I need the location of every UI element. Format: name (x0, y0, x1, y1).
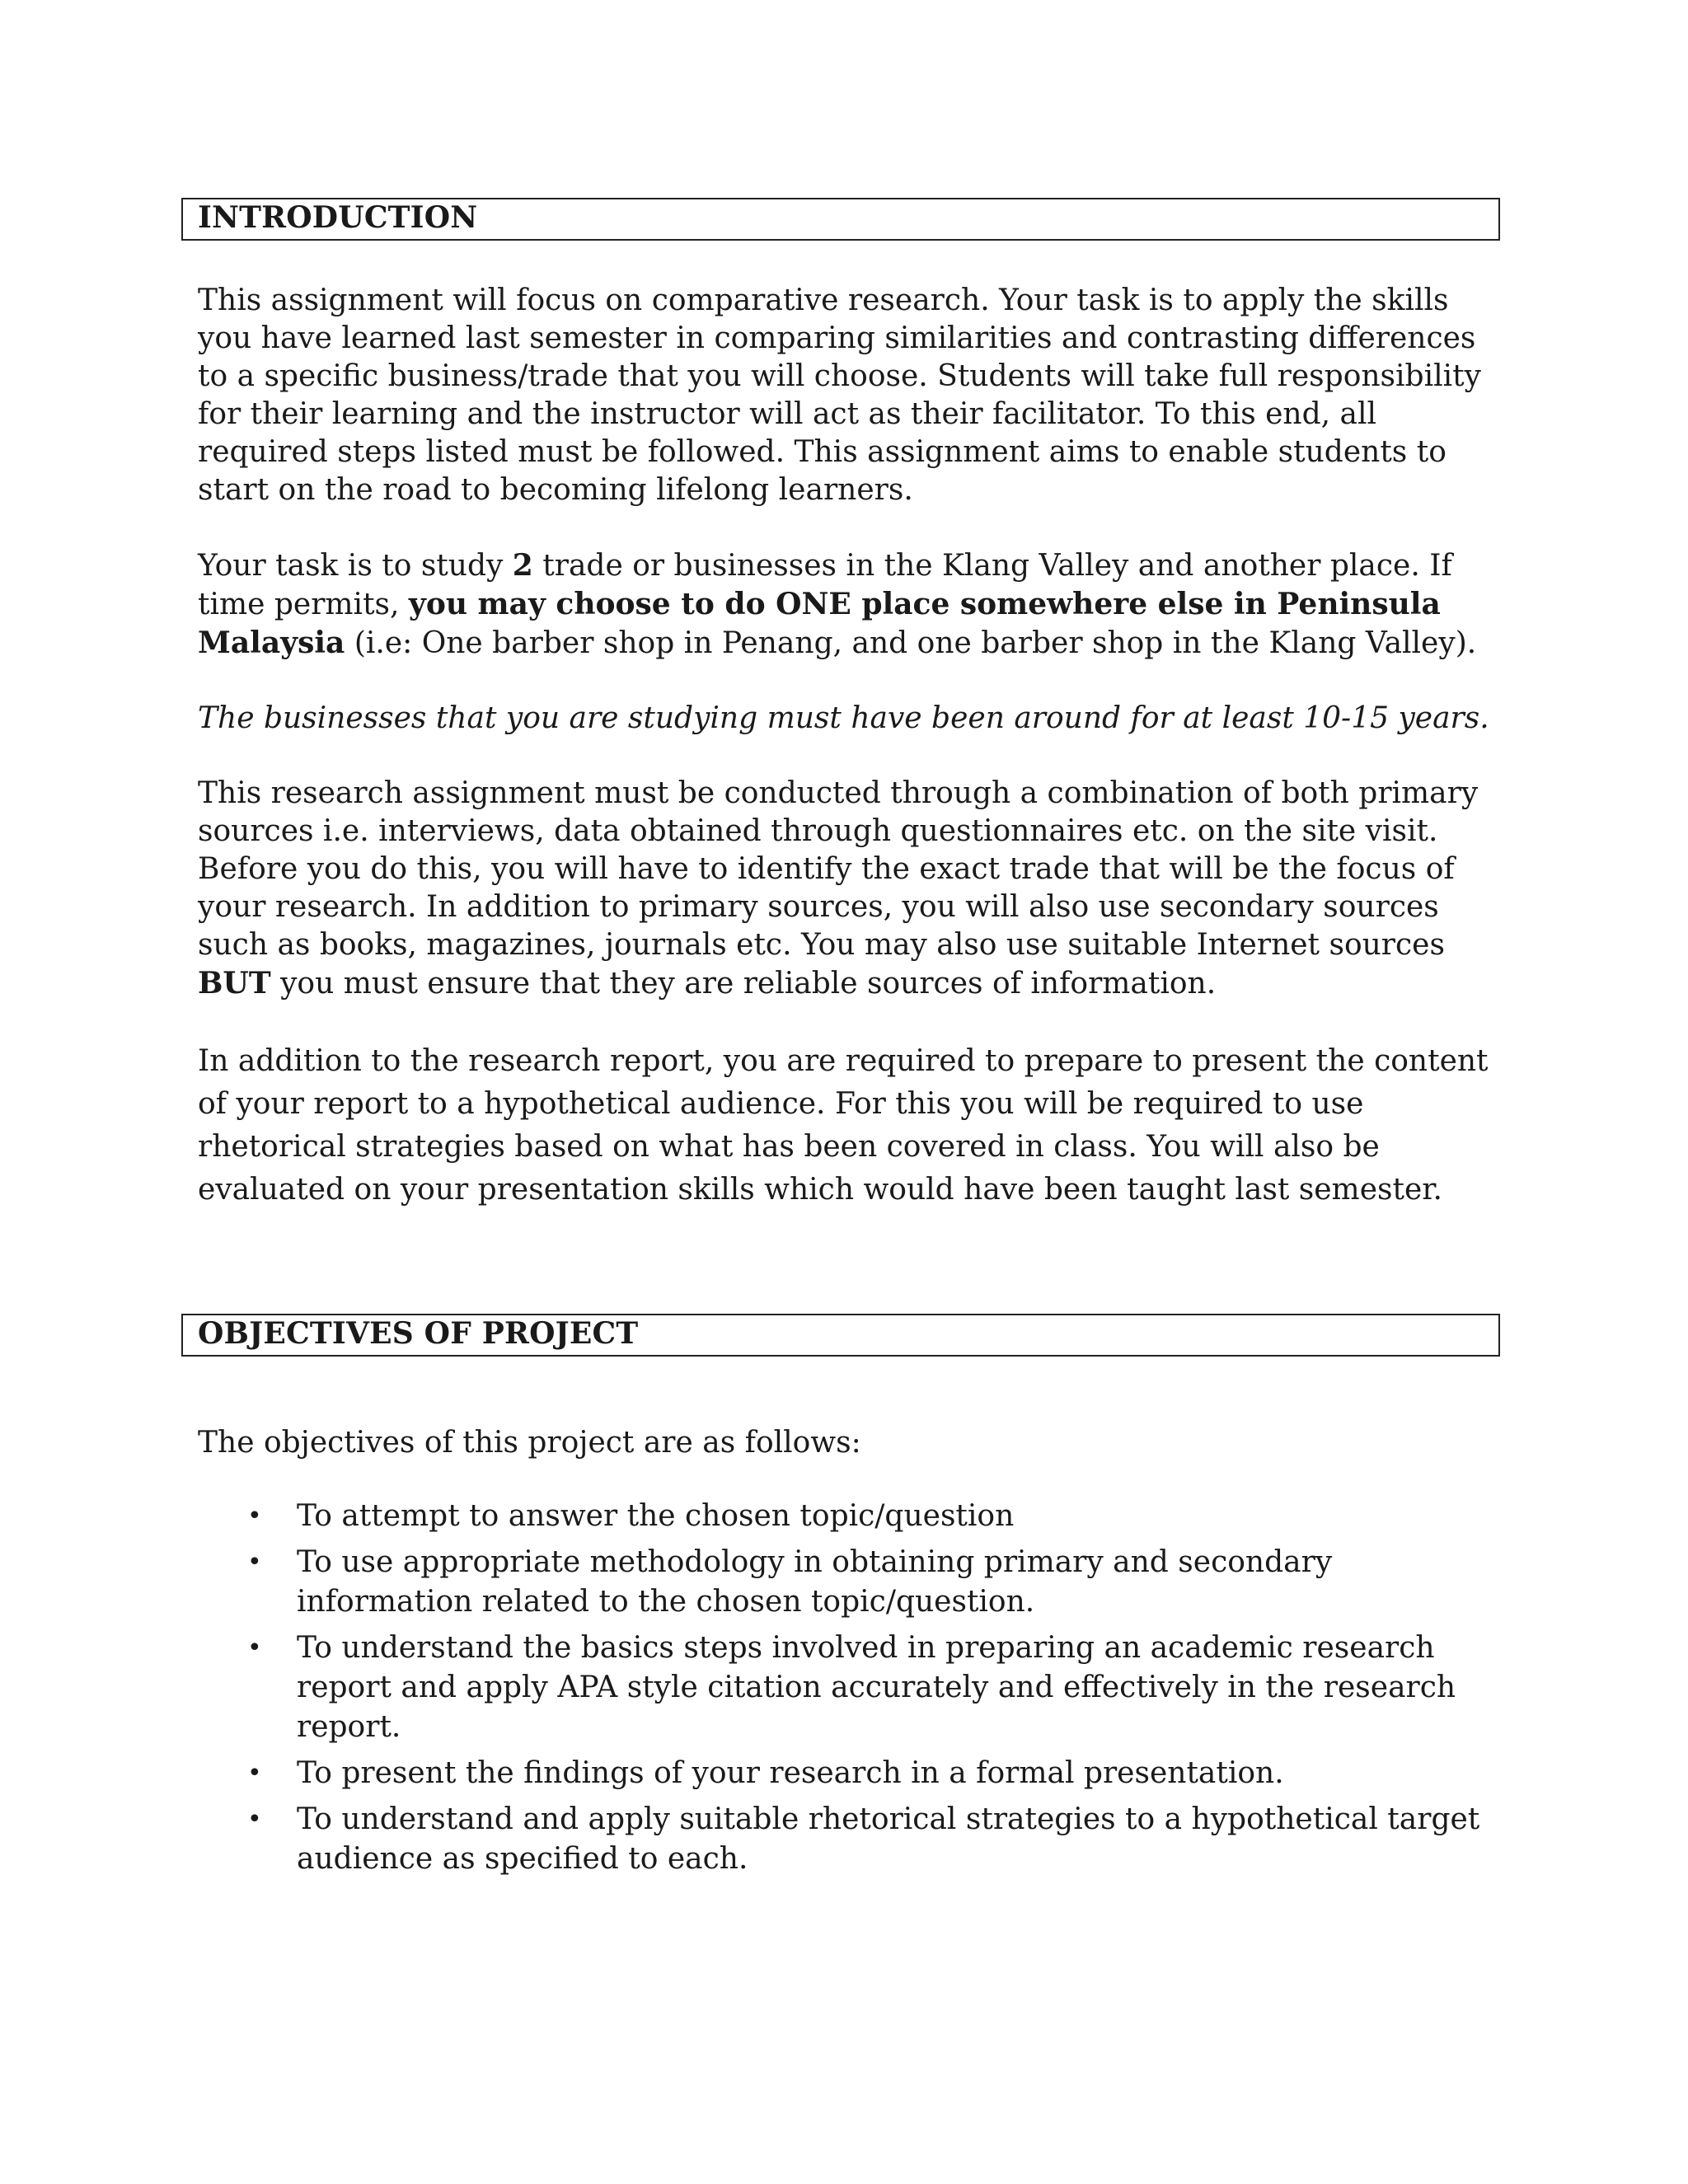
bullet-icon: • (247, 1633, 262, 1662)
bullet-icon: • (247, 1759, 262, 1788)
p4-bold-1: BUT (198, 966, 271, 1001)
objectives-body (181, 1424, 1500, 1879)
p4-text-1: This research assignment must be conducted through a combination of both primary sources i.e. interviews, data obtained through questionnaires etc. on the site visit. Before you do this, you will have to identify the exact trade that will be the focus of your research. In addition to primary sources, you will also use secondary sources such as books, magazines, journals etc. You may also use suitable Internet sources (198, 776, 1479, 962)
intro-paragraph-3: The businesses that you are studying must have been around for at least 10-15 years. (198, 701, 1489, 735)
objective-text: To present the findings of your research in a formal presentation. (297, 1756, 1284, 1790)
bullet-icon: • (247, 1502, 262, 1530)
objective-text: To understand and apply suitable rhetorical strategies to a hypothetical target audience as specified to each. (297, 1802, 1480, 1876)
objective-text: To attempt to answer the chosen topic/question (297, 1499, 1015, 1533)
bullet-icon: • (247, 1548, 262, 1577)
objectives-list (198, 1497, 1492, 1879)
objective-text: To understand the basics steps involved in preparing an academic research report and apply APA style citation accurately and effectively in the research report. (297, 1631, 1456, 1744)
intro-paragraph-2 (198, 546, 1492, 663)
introduction-body (181, 282, 1500, 1212)
objective-item (247, 1629, 1492, 1747)
intro-paragraph-4 (198, 775, 1492, 1003)
p2-bold-1: 2 (512, 548, 533, 583)
p2-text-2: trade or businesses in the Klang Valley and another place. If time permits, (198, 549, 1452, 621)
objective-item (247, 1800, 1492, 1879)
objective-item (247, 1497, 1492, 1536)
objective-text: To use appropriate methodology in obtaining primary and secondary information related to the chosen topic/question. (297, 1545, 1333, 1619)
intro-paragraph-5: In addition to the research report, you are required to prepare to present the content of your report to a hypothetical audience. For this you will be required to use rhetorical strategies based on what has been covered in class. You will also be evaluated on your presentation skills which would have been taught last semester. (198, 1044, 1489, 1207)
objective-item (247, 1543, 1492, 1622)
p4-text-2: you must ensure that they are reliable sources of information. (270, 967, 1217, 1001)
p2-text-3: (i.e: One barber shop in Penang, and one barber shop in the Klang Valley). (345, 626, 1477, 660)
document-page (181, 198, 1500, 1886)
objective-item (247, 1754, 1492, 1793)
p2-text-1: Your task is to study (198, 549, 513, 583)
p2-bold-2: you may choose to do ONE place somewhere else in Peninsula Malaysia (198, 587, 1441, 660)
bullet-icon: • (247, 1805, 262, 1834)
objectives-lead: The objectives of this project are as follows: (198, 1426, 861, 1460)
objectives-heading: OBJECTIVES OF PROJECT (181, 1314, 1500, 1357)
intro-paragraph-1: This assignment will focus on comparative research. Your task is to apply the skills you have learned last semester in comparing similarities and contrasting differences to a specific business/trade that you will choose. Students will take full responsibility for their learning and the instructor will act as their facilitator. To this end, all required steps listed must be followed. This assignment aims to enable students to start on the road to becoming lifelong learners. (198, 284, 1481, 507)
introduction-heading: INTRODUCTION (181, 198, 1500, 241)
